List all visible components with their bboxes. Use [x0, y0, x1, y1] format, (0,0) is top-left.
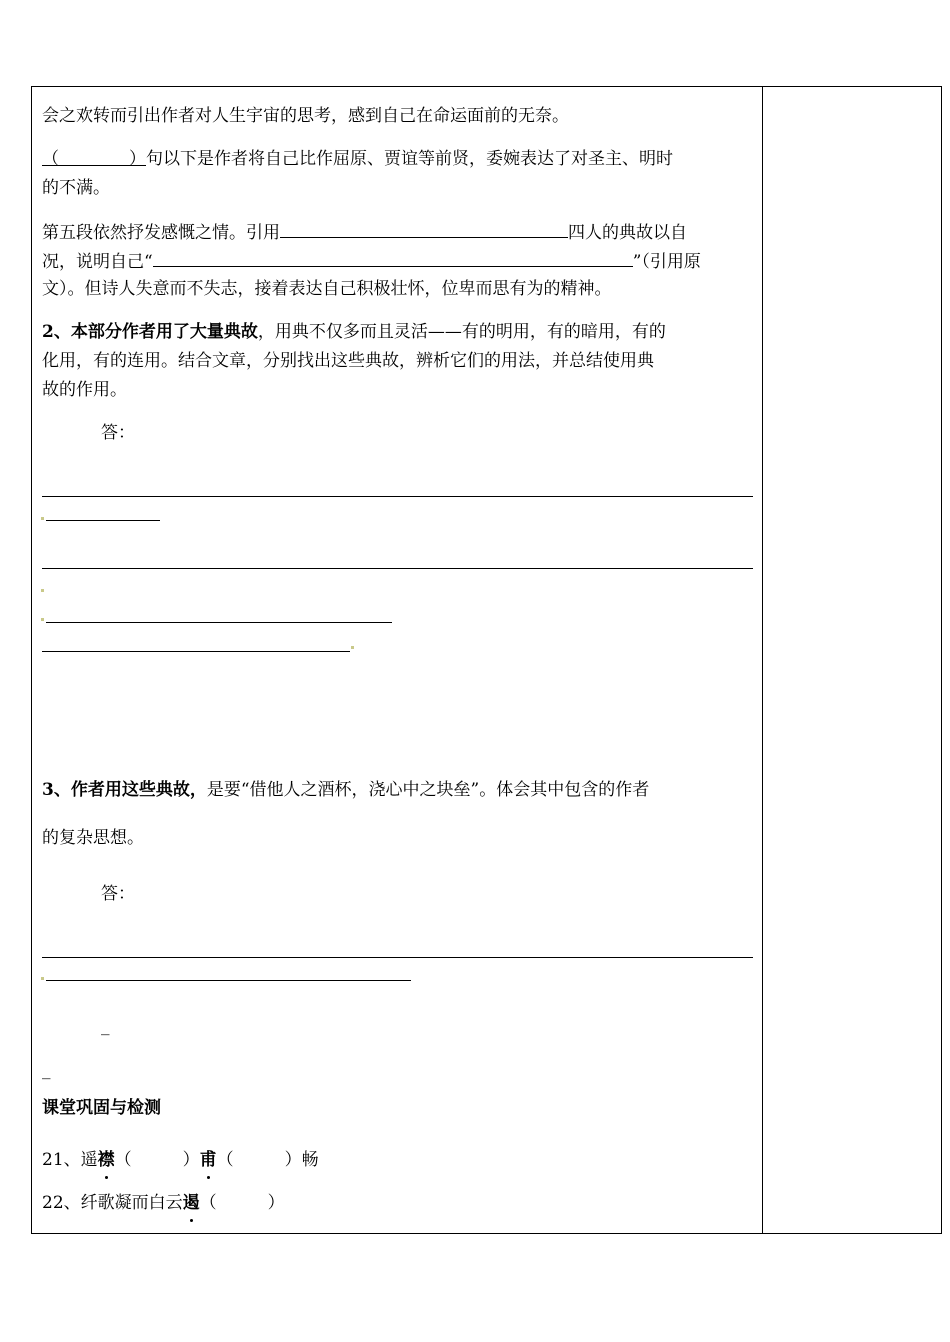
marker-dot: [351, 646, 354, 649]
section-title: 课堂巩固与检测: [42, 1098, 161, 1118]
item-21: 21、遥襟（ ）甫（ ）畅: [42, 1146, 319, 1175]
emphasized-char: 甫: [200, 1146, 217, 1175]
item-22: 22、纤歌凝而白云遏（ ）: [42, 1189, 285, 1218]
answer-line[interactable]: [46, 980, 411, 981]
paragraph-3-line-3: 文）。但诗人失意而不失志，接着表达自己积极壮怀，位卑而思有为的精神。: [42, 279, 612, 299]
blank-four-people[interactable]: [280, 217, 568, 238]
paragraph-1: [42, 102, 569, 131]
paragraph-1-text: 会之欢转而引出作者对人生宇宙的思考，感到自己在命运面前的无奈。: [42, 106, 569, 126]
blank-sentence-number[interactable]: （ ）: [42, 145, 146, 166]
question-2-heading: 2、本部分作者用了大量典故: [42, 322, 258, 342]
blank-quote[interactable]: [153, 246, 633, 267]
question-2-line-2: 化用，有的连用。结合文章，分别找出这些典故，辨析它们的用法，并总结使用典: [42, 351, 654, 371]
blank-22[interactable]: （ ）: [199, 1193, 285, 1213]
question-2-line-1: 2、本部分作者用了大量典故，用典不仅多而且灵活——有的明用，有的暗用，有的: [42, 322, 666, 342]
emphasized-char: 襟: [98, 1146, 115, 1175]
question-3-answer-label: 答：: [101, 884, 135, 904]
answer-line[interactable]: [46, 622, 392, 623]
question-2-answer-label: 答：: [101, 423, 135, 443]
question-3-line-1: 3、作者用这些典故，是要“借他人之酒杯，浇心中之块垒”。体会其中包含的作者: [42, 780, 650, 800]
question-2-line-3: 故的作用。: [42, 380, 127, 400]
marker-dot: [41, 618, 44, 621]
answer-line[interactable]: [42, 496, 753, 497]
paragraph-3-line-2: 况，说明自己“ ”（引用原: [42, 246, 701, 277]
paragraph-3-line-1: 第五段依然抒发感慨之情。引用 四人的典故以自: [42, 217, 687, 248]
emphasized-char: 遏: [183, 1189, 200, 1218]
marker-dot: [41, 517, 44, 520]
answer-line[interactable]: [46, 520, 160, 521]
marker-dot: [41, 589, 44, 592]
paragraph-2-text: 句以下是作者将自己比作屈原、贾谊等前贤，委婉表达了对圣主、明时: [146, 149, 673, 169]
question-3-line-2: 的复杂思想。: [42, 828, 144, 848]
paragraph-2: [42, 145, 673, 174]
answer-line[interactable]: [42, 957, 753, 958]
column-divider: [762, 86, 763, 1234]
answer-line[interactable]: [42, 651, 350, 652]
blank-21-b[interactable]: （ ）畅: [216, 1150, 319, 1170]
marker-dot: [41, 977, 44, 980]
paragraph-2-line-2: 的不满。: [42, 178, 110, 198]
blank-21-a[interactable]: （ ）: [114, 1150, 200, 1170]
dash-mark: _: [101, 1016, 110, 1036]
answer-line[interactable]: [42, 568, 753, 569]
dash-mark: _: [42, 1060, 51, 1080]
question-3-heading: 3、作者用这些典故，: [42, 780, 207, 800]
